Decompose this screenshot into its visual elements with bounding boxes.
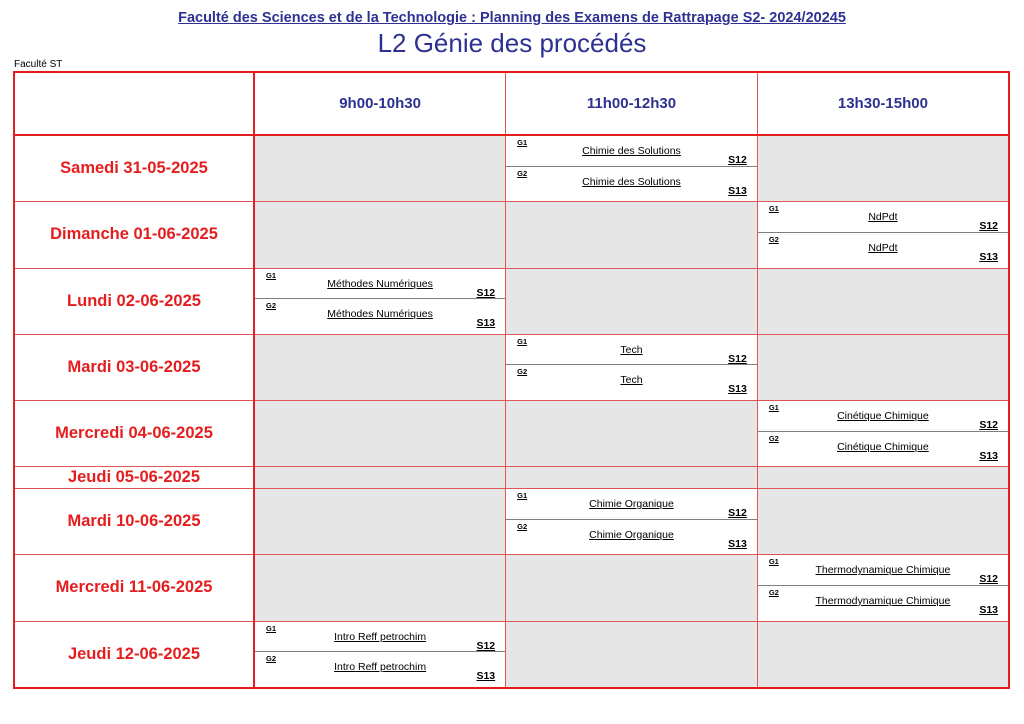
empty-slot xyxy=(506,555,758,621)
slot-header: 11h00-12h30 xyxy=(506,72,758,135)
group-label: G1 xyxy=(266,623,277,633)
empty-slot xyxy=(254,202,506,268)
subject-name: Chimie des Solutions xyxy=(582,175,681,188)
group-entry xyxy=(758,586,1008,616)
subject-name: Méthodes Numériques xyxy=(327,308,433,321)
group-entry xyxy=(758,432,1008,462)
document-title: Faculté des Sciences et de la Technologie : Planning des Examens de Rattrapage S2- 2024/20245 xyxy=(178,10,846,26)
group-entry xyxy=(506,489,757,520)
subject-name: Tech xyxy=(620,343,643,356)
group-entry xyxy=(758,555,1008,586)
group-entry xyxy=(255,652,505,682)
exam-slot xyxy=(254,268,506,334)
group-label: G2 xyxy=(517,521,528,531)
group-label: G1 xyxy=(266,270,277,280)
group-label: G1 xyxy=(517,138,528,147)
empty-slot xyxy=(254,555,506,621)
group-entry xyxy=(255,299,505,329)
empty-slot xyxy=(757,268,1009,334)
empty-slot xyxy=(757,467,1009,489)
corner-cell xyxy=(14,72,254,135)
room-label: S13 xyxy=(979,603,998,616)
empty-slot xyxy=(254,467,506,489)
room-label: S12 xyxy=(476,639,496,652)
slot-header: 13h30-15h00 xyxy=(757,72,1009,135)
subject-name: Intro Reff petrochim xyxy=(334,630,427,643)
group-label: G2 xyxy=(517,367,528,377)
day-row xyxy=(14,621,1009,688)
empty-slot xyxy=(757,135,1009,202)
group-entry xyxy=(758,401,1008,432)
day-row xyxy=(14,202,1009,268)
empty-slot xyxy=(506,202,758,268)
subject-name: Cinétique Chimique xyxy=(837,410,929,423)
room-label: S13 xyxy=(476,317,496,330)
program-title: L2 Génie des procédés xyxy=(377,28,647,58)
day-label: Dimanche 01-06-2025 xyxy=(14,202,254,268)
empty-slot xyxy=(506,401,758,467)
empty-slot xyxy=(254,135,506,202)
room-label: S12 xyxy=(728,154,747,166)
exam-slot xyxy=(757,555,1009,621)
exam-slot xyxy=(757,401,1009,467)
day-row xyxy=(14,135,1009,202)
group-label: G2 xyxy=(768,234,779,244)
subject-name: Tech xyxy=(620,374,643,387)
room-label: S13 xyxy=(979,449,998,462)
day-label: Mercredi 11-06-2025 xyxy=(14,555,254,621)
room-label: S12 xyxy=(476,286,496,299)
group-entry xyxy=(506,335,757,366)
empty-slot xyxy=(254,489,506,555)
subject-name: Thermodynamique Chimique xyxy=(815,594,951,607)
exam-slot xyxy=(506,489,758,555)
schedule-body xyxy=(14,135,1009,688)
exam-slot xyxy=(506,334,758,400)
exam-slot xyxy=(757,202,1009,268)
exam-slot xyxy=(506,135,758,202)
subject-name: NdPdt xyxy=(868,211,898,224)
group-label: G1 xyxy=(768,557,779,567)
day-label: Mardi 10-06-2025 xyxy=(14,489,254,555)
empty-slot xyxy=(757,334,1009,400)
room-label: S12 xyxy=(979,419,998,432)
room-label: S12 xyxy=(728,507,747,520)
room-label: S12 xyxy=(979,573,998,586)
day-row xyxy=(14,268,1009,334)
group-entry xyxy=(506,365,757,395)
group-label: G1 xyxy=(517,491,528,501)
room-label: S13 xyxy=(728,184,747,197)
day-row xyxy=(14,467,1009,489)
room-label: S12 xyxy=(728,352,747,365)
group-entry xyxy=(758,233,1008,263)
subject-name: Cinétique Chimique xyxy=(837,440,929,453)
day-label: Lundi 02-06-2025 xyxy=(14,268,254,334)
group-label: G2 xyxy=(768,433,779,443)
subject-name: Chimie Organique xyxy=(589,498,674,511)
group-label: G2 xyxy=(266,654,277,664)
exam-slot xyxy=(254,621,506,688)
day-row xyxy=(14,401,1009,467)
subject-name: NdPdt xyxy=(868,241,898,254)
day-label: Jeudi 12-06-2025 xyxy=(14,621,254,688)
slot-header-row xyxy=(14,72,1009,135)
day-label: Mardi 03-06-2025 xyxy=(14,334,254,400)
faculty-label: Faculté ST xyxy=(14,59,63,70)
empty-slot xyxy=(506,621,758,688)
group-entry xyxy=(255,269,505,300)
room-label: S13 xyxy=(979,250,998,263)
day-row xyxy=(14,555,1009,621)
group-label: G1 xyxy=(768,403,779,413)
slot-header: 9h00-10h30 xyxy=(254,72,506,135)
group-entry xyxy=(506,520,757,550)
subject-name: Méthodes Numériques xyxy=(327,277,433,290)
day-label: Jeudi 05-06-2025 xyxy=(14,467,254,489)
room-label: S12 xyxy=(979,220,998,233)
subject-name: Chimie Organique xyxy=(589,528,674,541)
empty-slot xyxy=(254,334,506,400)
exam-schedule-table xyxy=(13,71,1010,689)
group-label: G1 xyxy=(517,336,528,346)
group-entry xyxy=(255,622,505,653)
day-label: Mercredi 04-06-2025 xyxy=(14,401,254,467)
group-label: G2 xyxy=(517,168,528,178)
empty-slot xyxy=(757,621,1009,688)
room-label: S13 xyxy=(728,383,747,396)
empty-slot xyxy=(506,268,758,334)
empty-slot xyxy=(757,489,1009,555)
group-entry xyxy=(506,136,757,167)
group-entry xyxy=(506,167,757,197)
empty-slot xyxy=(254,401,506,467)
room-label: S13 xyxy=(728,537,747,550)
group-label: G1 xyxy=(768,204,779,214)
empty-slot xyxy=(506,467,758,489)
group-label: G2 xyxy=(266,301,277,311)
group-entry xyxy=(758,202,1008,233)
day-row xyxy=(14,334,1009,400)
subject-name: Intro Reff petrochim xyxy=(334,661,427,674)
subject-name: Chimie des Solutions xyxy=(582,145,681,157)
day-label: Samedi 31-05-2025 xyxy=(14,135,254,202)
day-row xyxy=(14,489,1009,555)
room-label: S13 xyxy=(476,670,496,683)
subject-name: Thermodynamique Chimique xyxy=(815,564,951,577)
group-label: G2 xyxy=(768,587,779,597)
